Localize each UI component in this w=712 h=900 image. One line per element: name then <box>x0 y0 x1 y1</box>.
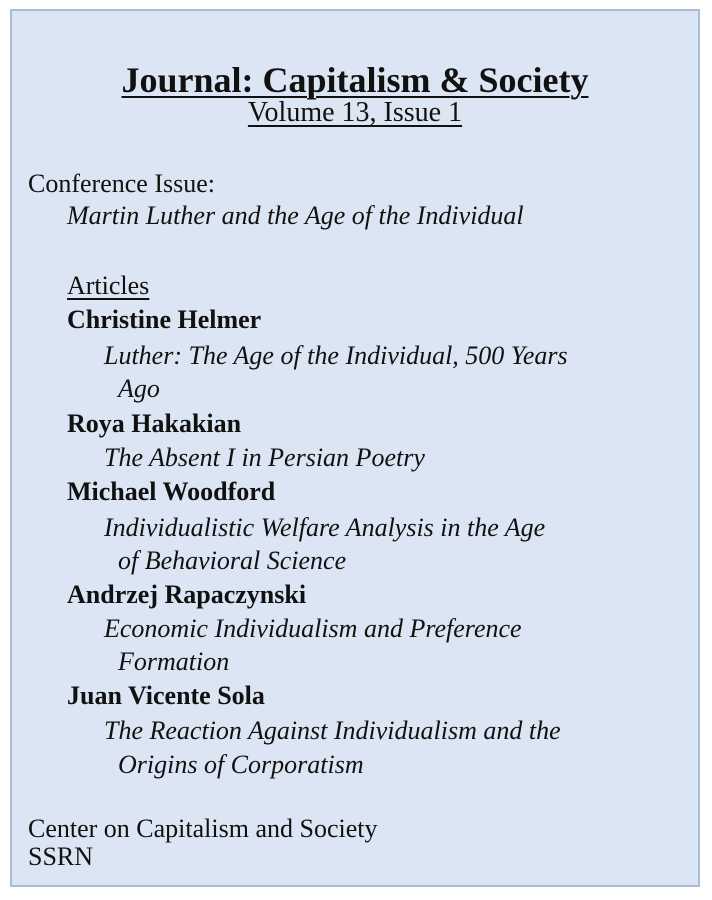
article-author: Christine Helmer <box>67 305 262 334</box>
article-title-line: of Behavioral Science <box>118 546 347 575</box>
conference-theme: Martin Luther and the Age of the Individual <box>67 201 524 230</box>
article-title-line: The Absent I in Persian Poetry <box>104 443 425 472</box>
journal-title: Journal: Capitalism & Society <box>121 60 589 100</box>
conference-label: Conference Issue: <box>28 169 215 198</box>
footer-ssrn: SSRN <box>28 842 94 871</box>
article-author: Roya Hakakian <box>67 409 242 438</box>
journal-cover <box>10 9 700 887</box>
article-author: Michael Woodford <box>67 477 276 506</box>
article-title-line: Origins of Corporatism <box>118 750 364 779</box>
volume-issue: Volume 13, Issue 1 <box>247 97 463 128</box>
footer-organization: Center on Capitalism and Society <box>28 814 378 843</box>
article-title-line: Luther: The Age of the Individual, 500 Years <box>104 341 568 370</box>
article-title-line: Formation <box>118 647 230 676</box>
article-title-line: The Reaction Against Individualism and the <box>104 716 561 745</box>
article-author: Juan Vicente Sola <box>67 681 265 710</box>
article-title-line: Individualistic Welfare Analysis in the Age <box>104 513 546 542</box>
article-title-line: Economic Individualism and Preference <box>104 614 522 643</box>
articles-heading: Articles <box>67 271 150 300</box>
article-title-line: Ago <box>118 374 160 403</box>
article-author: Andrzej Rapaczynski <box>67 580 307 609</box>
